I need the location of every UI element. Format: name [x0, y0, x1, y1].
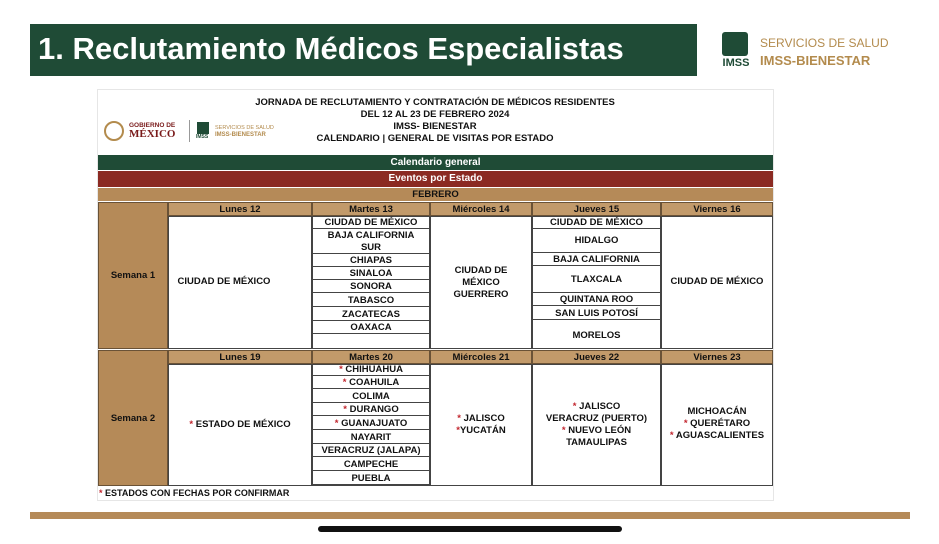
week1-lunes-state: CIUDAD DE MÉXICO: [177, 276, 271, 287]
gob-line1: GOBIERNO DE: [129, 122, 176, 129]
bar-month: FEBRERO: [98, 188, 773, 201]
week1-viernes-state: CIUDAD DE MÉXICO: [670, 276, 764, 287]
w2-jueves-state: [532, 413, 661, 425]
w2-martes-state-text: COLIMA: [352, 391, 390, 402]
doc-header-line-1: JORNADA DE RECLUTAMIENTO Y CONTRATACIÓN DE MÉDICOS RESIDENTES: [255, 97, 615, 108]
week2-miercoles-state-text: YUCATÁN: [459, 425, 506, 436]
w2-martes-state-text: CAMPECHE: [343, 459, 399, 470]
gob-sub1: SERVICIOS DE SALUD: [215, 125, 274, 131]
w2-martes-state: [312, 444, 430, 457]
week2-miercoles-state-text: JALISCO: [463, 413, 505, 424]
w2-martes-state-text: DURANGO: [349, 404, 399, 415]
w2-viernes-state-text: AGUASCALIENTES: [675, 430, 765, 441]
w2-jueves-state-text: TAMAULIPAS: [566, 437, 627, 448]
imss-mark-text: IMSS: [722, 57, 750, 69]
w2-viernes-state: [661, 430, 773, 442]
week1-label: Semana 1: [98, 202, 168, 349]
pending-marker: *: [456, 425, 460, 436]
doc-header-line-4: CALENDARIO | GENERAL DE VISITAS POR ESTADO: [316, 133, 554, 144]
w2-martes-state-text: VERACRUZ (JALAPA): [321, 445, 421, 456]
week1-day-martes: Martes 13: [312, 202, 430, 216]
pending-marker: *: [572, 401, 580, 412]
week1-martes-state: OAXACA: [312, 321, 430, 334]
w2-martes-state-text: CHIHUAHUA: [345, 364, 403, 375]
slide-title-banner: [30, 24, 697, 76]
week2-day-jueves: Jueves 22: [532, 350, 661, 364]
week1-martes-state: SUR: [360, 242, 382, 253]
w2-jueves-state: [532, 437, 661, 449]
pending-marker: *: [561, 425, 569, 436]
week1-miercoles-state: MÉXICO: [462, 277, 500, 288]
imss-mini-icon: [196, 122, 210, 140]
w2-martes-state: [312, 376, 430, 389]
footnote: [99, 488, 289, 498]
w2-viernes-state: [661, 406, 773, 418]
pending-marker: *: [457, 413, 461, 424]
week1-martes-state: BAJA CALIFORNIA: [327, 230, 415, 241]
week1-jueves-state: TLAXCALA: [532, 266, 661, 293]
pending-marker: *: [683, 418, 691, 429]
week2-miercoles-state: [430, 413, 532, 425]
w2-martes-state-text: NAYARIT: [350, 432, 392, 443]
pending-marker: *: [189, 419, 194, 430]
w2-jueves-state: [532, 425, 661, 437]
week1-jueves-state: HIDALGO: [532, 229, 661, 253]
week1-martes-state: SONORA: [312, 280, 430, 293]
week1-day-lunes: Lunes 12: [168, 202, 312, 216]
week1-jueves-state: MORELOS: [572, 330, 621, 341]
week2-miercoles-state: [430, 425, 532, 437]
week2-day-lunes: Lunes 19: [168, 350, 312, 364]
week1-jueves-state: CIUDAD DE MÉXICO: [532, 216, 661, 229]
bar-eventos-por-estado: Eventos por Estado: [98, 171, 773, 187]
gob-sub2: IMSS-BIENESTAR: [215, 132, 266, 138]
week2-day-viernes: Viernes 23: [661, 350, 773, 364]
logo-line1: SERVICIOS DE SALUD: [760, 36, 889, 50]
w2-martes-state: [312, 431, 430, 444]
w2-martes-state: [312, 390, 430, 403]
pending-marker: *: [342, 377, 350, 388]
gob-line2: MÉXICO: [129, 128, 176, 140]
w2-martes-state: [312, 403, 430, 416]
week2-lunes-state: [168, 419, 312, 431]
pending-marker: *: [339, 364, 346, 375]
week1-miercoles-state: GUERRERO: [453, 289, 509, 300]
pending-marker: *: [669, 430, 676, 441]
week1-jueves-state: QUINTANA ROO: [532, 293, 661, 306]
imss-emblem-icon: [720, 32, 750, 70]
w2-jueves-state: [532, 401, 661, 413]
w2-martes-state-text: GUANAJUATO: [341, 418, 408, 429]
w2-viernes-state-text: QUERÉTARO: [690, 418, 751, 429]
week1-martes-state: SINALOA: [312, 267, 430, 280]
week2-lunes-state-text: ESTADO DE MÉXICO: [195, 419, 291, 430]
week1-martes-state: CHIAPAS: [312, 254, 430, 267]
bar-calendario-general: Calendario general: [98, 155, 773, 170]
pending-marker: *: [334, 418, 342, 429]
week1-miercoles-state: CIUDAD DE: [454, 265, 508, 276]
mini-mark-text: IMSS: [196, 134, 209, 140]
w2-martes-state: [312, 472, 430, 485]
doc-header-line-3: IMSS- BIENESTAR: [393, 121, 477, 132]
w2-martes-state: [312, 417, 430, 430]
mexico-seal-icon: [104, 121, 124, 141]
imss-bienestar-logo: [720, 32, 900, 72]
footnote-text: ESTADOS CON FECHAS POR CONFIRMAR: [105, 488, 290, 498]
w2-martes-state: [312, 458, 430, 471]
week1-day-jueves: Jueves 15: [532, 202, 661, 216]
week1-jueves-state: BAJA CALIFORNIA: [532, 253, 661, 266]
week1-martes-state: CIUDAD DE MÉXICO: [312, 216, 430, 229]
pending-marker: *: [99, 488, 103, 498]
w2-martes-state-text: COAHUILA: [349, 377, 400, 388]
w2-martes-state: [312, 363, 430, 376]
slide-title: 1. Reclutamiento Médicos Especialistas: [38, 31, 624, 66]
week2-day-martes: Martes 20: [312, 350, 430, 364]
w2-jueves-state-text: NUEVO LEÓN: [568, 425, 632, 436]
week2-day-miercoles: Miércoles 21: [430, 350, 532, 364]
week1-day-viernes: Viernes 16: [661, 202, 773, 216]
w2-martes-state-text: PUEBLA: [351, 473, 391, 484]
doc-header-line-2: DEL 12 AL 23 DE FEBRERO 2024: [360, 109, 510, 120]
slide-bottom-bar: [30, 512, 910, 519]
logo-divider: [189, 120, 190, 142]
week2-label: Semana 2: [98, 350, 168, 486]
w2-viernes-state-text: MICHOACÁN: [687, 406, 747, 417]
week1-day-miercoles: Miércoles 14: [430, 202, 532, 216]
w2-jueves-state-text: JALISCO: [579, 401, 621, 412]
home-indicator[interactable]: [318, 526, 622, 532]
week1-martes-state: ZACATECAS: [312, 308, 430, 321]
w2-viernes-state: [661, 418, 773, 430]
week1-martes-state: TABASCO: [312, 294, 430, 307]
logo-line2: IMSS-BIENESTAR: [760, 53, 871, 68]
week1-jueves-state: SAN LUIS POTOSÍ: [532, 307, 661, 320]
pending-marker: *: [343, 404, 350, 415]
w2-jueves-state-text: VERACRUZ (PUERTO): [545, 413, 648, 424]
